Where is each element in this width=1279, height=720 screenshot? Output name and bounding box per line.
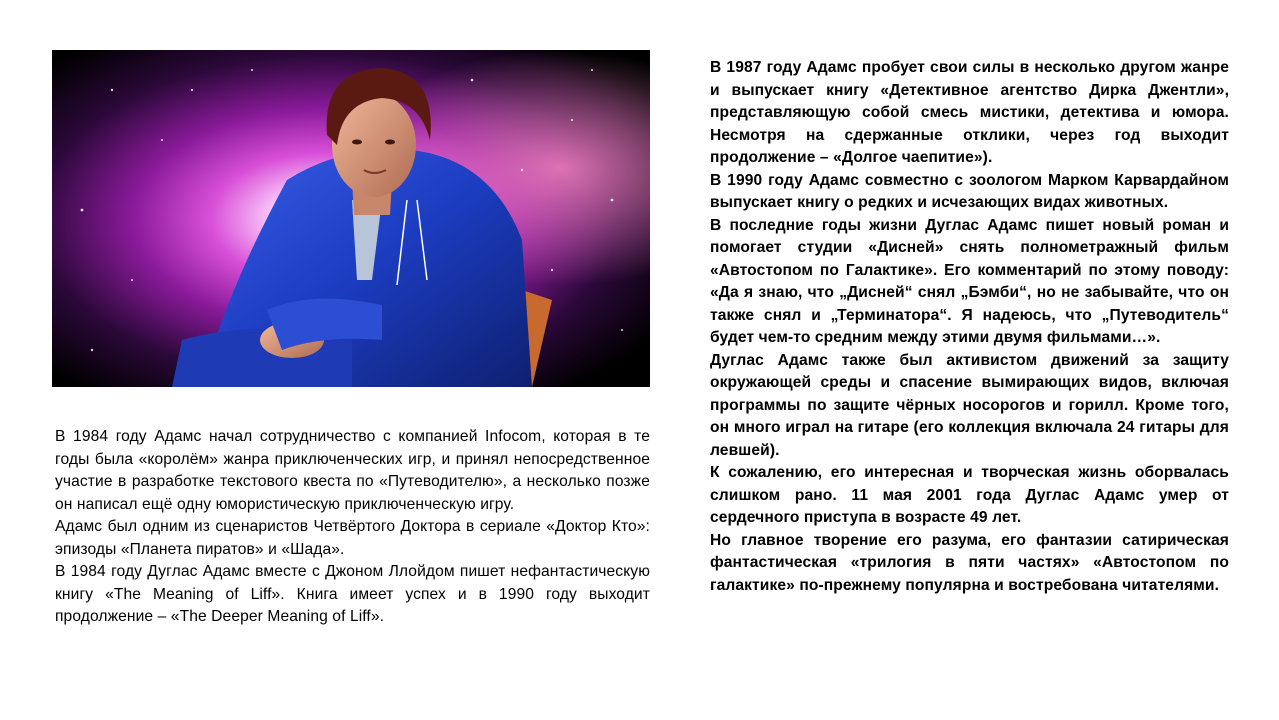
left-paragraph-3: В 1984 году Дуглас Адамс вместе с Джоном Ллойдом пишет нефантастическую книгу «The Meaning of Liff». Книга имеет успех и в 1990 году выходит продолжение – «The Deeper Meaning of Liff».	[55, 563, 650, 625]
right-paragraph-3: В последние годы жизни Дуглас Адамс пишет новый роман и помогает студии «Дисней» снять полнометражный фильм «Автостопом по Галактике». Его комментарий по этому поводу: «Да я знаю, что „Дисней“ снял „Бэмби“, но не забывайте, что он также снял и „Терминатора“. Я надеюсь, что „Путеводитель“ будет чем-то средним между этими двумя фильмами…».	[710, 216, 1229, 346]
portrait-photo	[52, 50, 650, 387]
right-paragraph-2: В 1990 году Адамс совместно с зоологом Марком Карвардайном выпускает книгу о редких и исчезающих видах животных.	[710, 171, 1229, 211]
right-paragraph-4: Дуглас Адамс также был активистом движений за защиту окружающей среды и спасение вымирающих видов, включая программы по защите чёрных носорогов и горилл. Кроме того, он много играл на гитаре (его коллекция включала 24 гитары для левшей).	[710, 351, 1229, 459]
photo-illustration	[52, 50, 650, 387]
left-paragraph-2: Адамс был одним из сценаристов Четвёртого Доктора в сериале «Доктор Кто»: эпизоды «Планета пиратов» и «Шада».	[55, 518, 650, 558]
left-paragraph-1: В 1984 году Адамс начал сотрудничество с компанией Infocom, которая в те годы была «королём» жанра приключенческих игр, и принял непосредственное участие в разработке текстового квеста по «Путеводителю», а несколько позже он написал ещё одну юмористическую приключенческую игру.	[55, 428, 650, 513]
right-paragraph-1: В 1987 году Адамс пробует свои силы в несколько другом жанре и выпускает книгу «Детективное агентство Дирка Джентли», представляющую собой смесь мистики, детектива и юмора. Несмотря на сдержанные отклики, через год выходит продолжение – «Долгое чаепитие»).	[710, 59, 1229, 166]
right-paragraph-6: Но главное творение его разума, его фантазии сатирическая фантастическая «трилогия в пяти частях» «Автостопом по галактике» по-прежнему популярна и востребована читателями.	[710, 531, 1229, 594]
right-paragraph-5: К сожалению, его интересная и творческая жизнь оборвалась слишком рано. 11 мая 2001 года Дуглас Адамс умер от сердечного приступа в возрасте 49 лет.	[710, 464, 1229, 526]
right-text-column	[710, 57, 1229, 597]
left-text-column	[55, 426, 650, 629]
